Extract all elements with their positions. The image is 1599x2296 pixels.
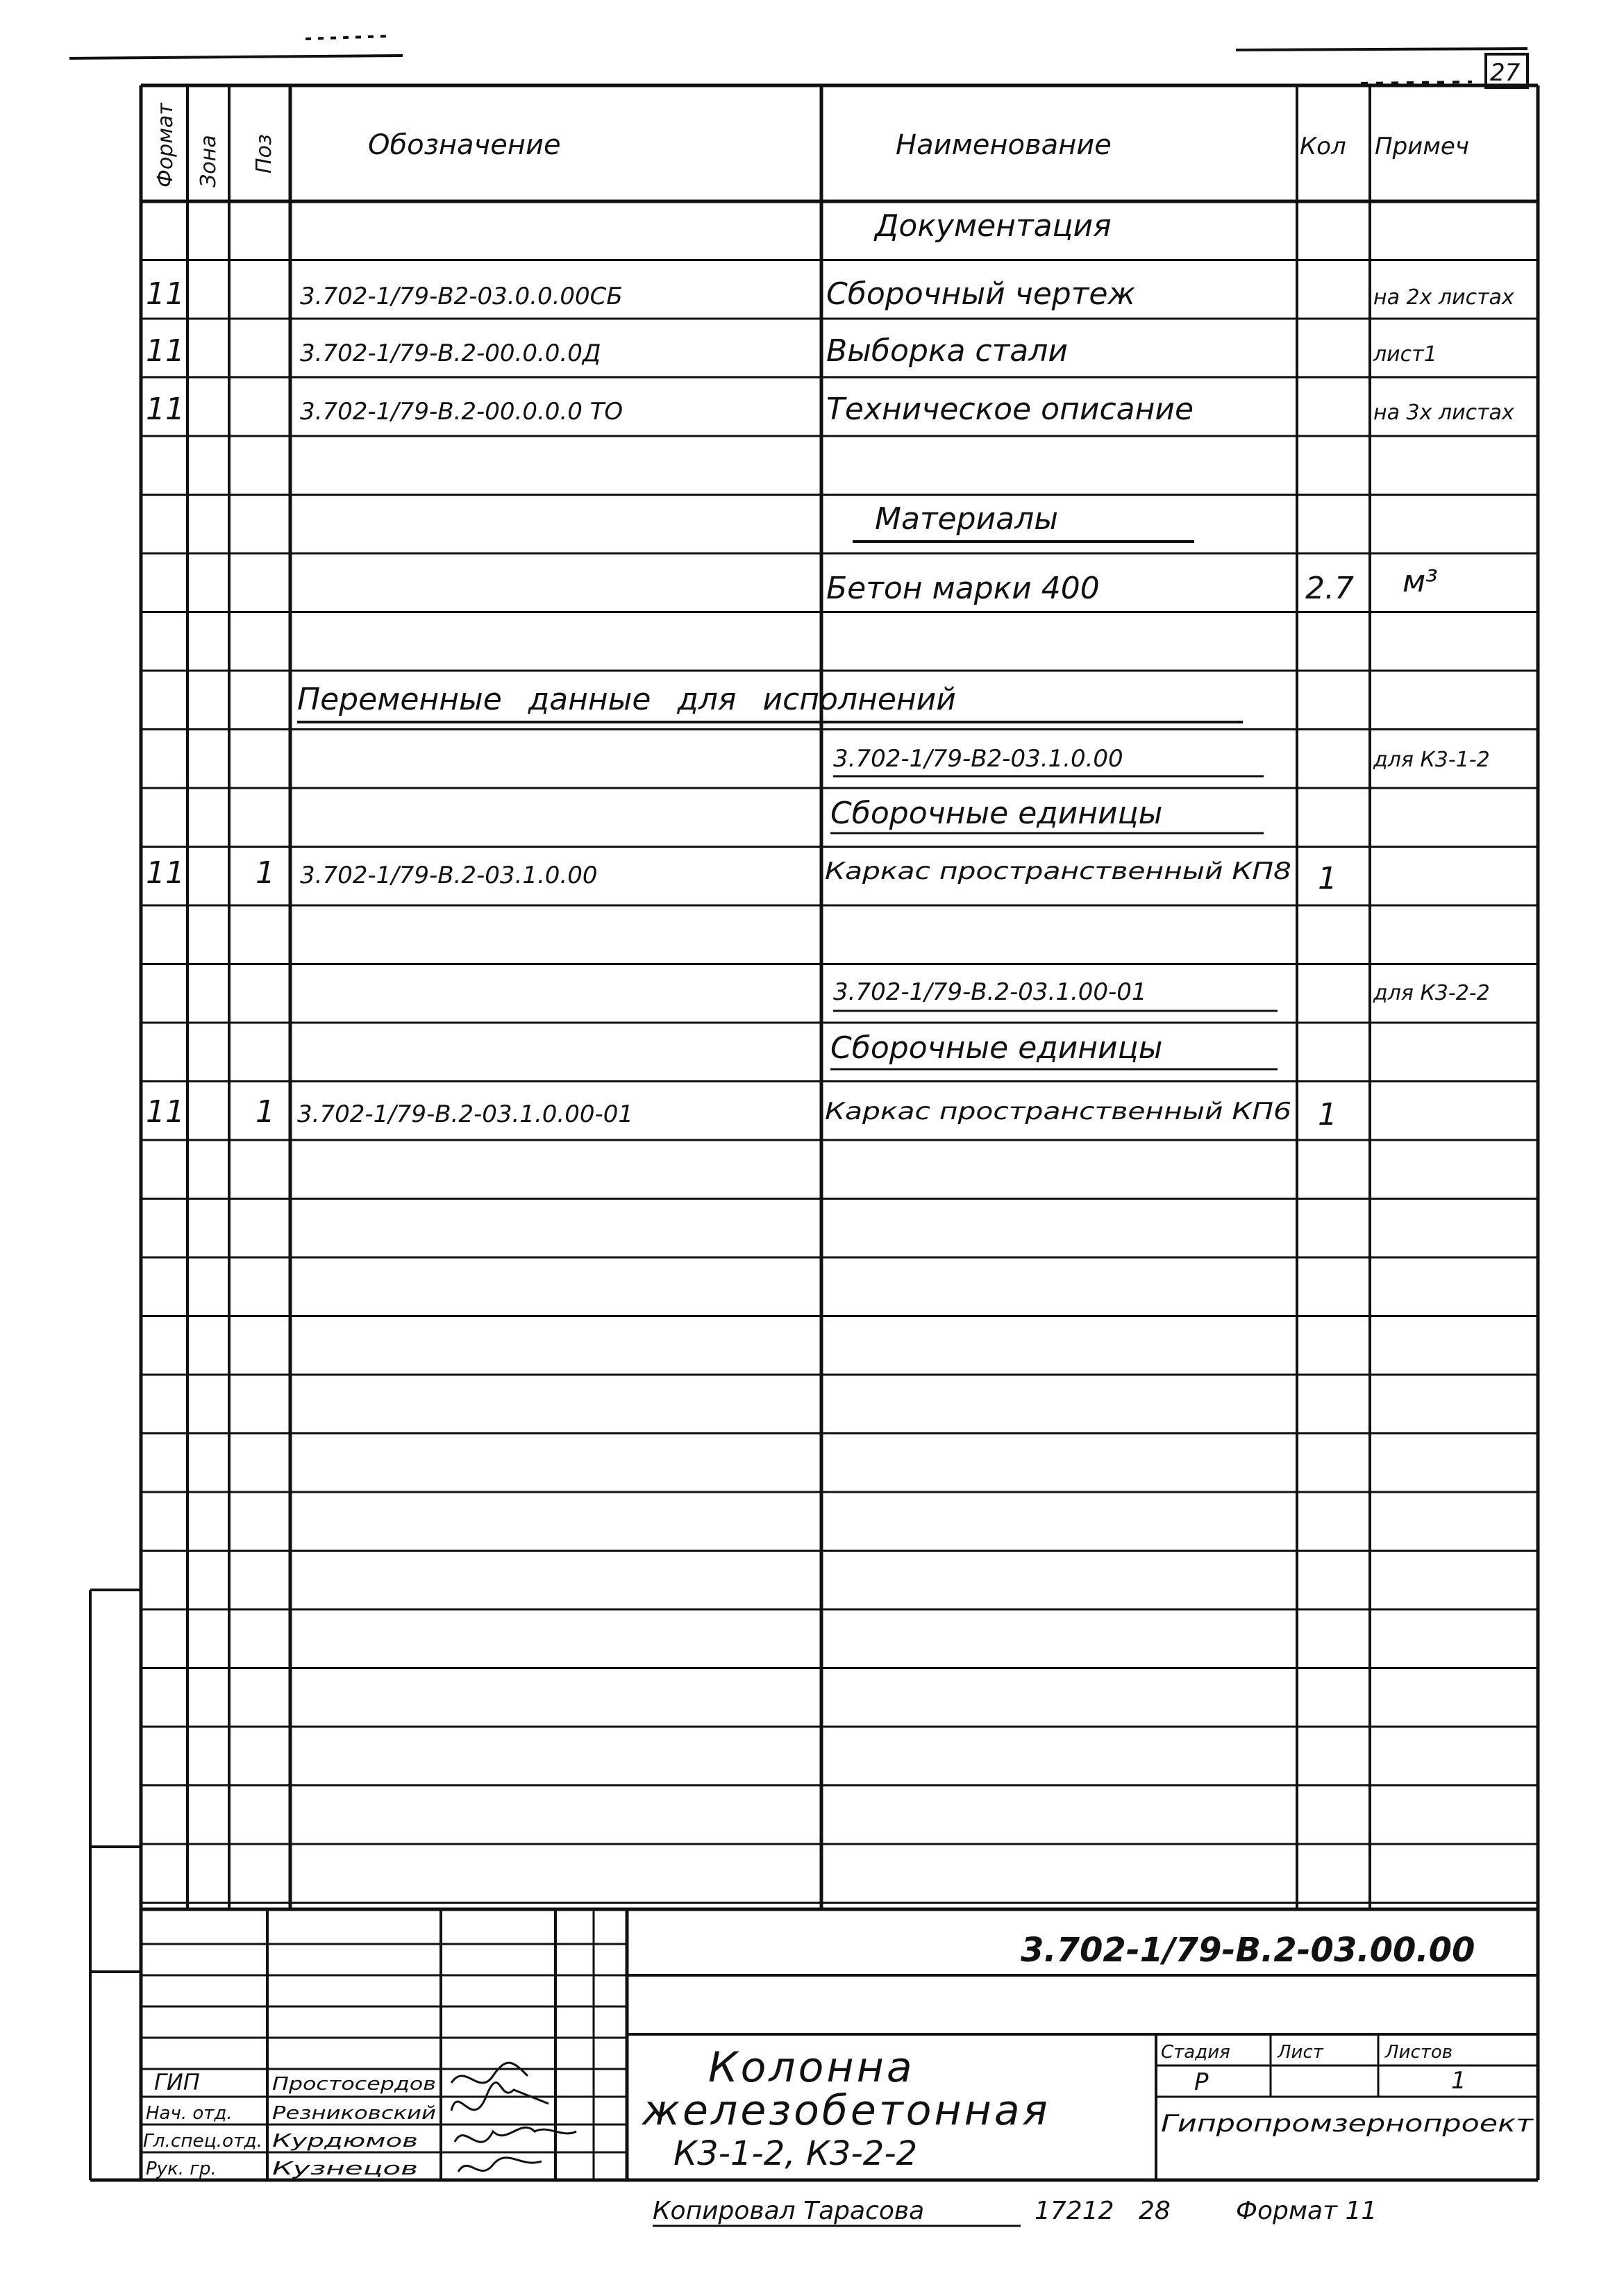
row-name: Каркас пространственный КП8	[825, 857, 1291, 885]
role-head-dept: Нач. отд.	[146, 2103, 233, 2124]
table-header	[153, 102, 1469, 187]
row-name: Сборочные единицы	[830, 796, 1163, 831]
col-header-pos: Поз	[252, 134, 276, 174]
row-name: Сборочные единицы	[830, 1030, 1163, 1066]
signer-name: Кузнецов	[272, 2159, 418, 2179]
role-chief-spec: Гл.спец.отд.	[143, 2131, 262, 2152]
title-line-1: Колонна	[708, 2043, 915, 2092]
row-designation: 3.702-1/79-В.2-03.1.0.00-01	[297, 1100, 634, 1128]
copied-by: Копировал Тарасова	[653, 2197, 925, 2225]
row-name: Выборка стали	[826, 333, 1068, 369]
row-note: для К3-1-2	[1373, 748, 1490, 772]
stage-value: Р	[1194, 2068, 1209, 2096]
row-name: Сборочный чертеж	[826, 276, 1136, 312]
sheets-value: 1	[1451, 2067, 1466, 2095]
title-block	[143, 1931, 1534, 2179]
sheet-number: 28	[1139, 2197, 1171, 2225]
stage-label: Стадия	[1161, 2042, 1230, 2063]
row-note: на 2х листах	[1373, 285, 1514, 310]
row-qty: 1	[1318, 861, 1337, 896]
organization: Гипропромзернопроект	[1161, 2110, 1534, 2138]
row-qty: 1	[1318, 1097, 1337, 1132]
role-gip: ГИП	[154, 2069, 200, 2095]
row-note: для К3-2-2	[1373, 981, 1490, 1005]
signatures	[451, 2063, 576, 2172]
signer-name: Курдюмов	[272, 2131, 418, 2152]
page-number-box	[1486, 54, 1527, 87]
row-name: 3.702-1/79-В2-03.1.0.00	[833, 745, 1123, 773]
row-lines	[141, 260, 1538, 1903]
format-label: Формат 11	[1236, 2197, 1378, 2225]
row-format: 11	[146, 333, 185, 369]
page-number: 27	[1490, 59, 1521, 87]
row-designation: 3.702-1/79-В2-03.0.0.00СБ	[300, 283, 623, 310]
title-line-2: железобетонная	[642, 2086, 1050, 2135]
row-note: м³	[1403, 564, 1438, 599]
row-format: 11	[146, 276, 185, 312]
row-pos: 1	[256, 1094, 275, 1130]
row-designation: 3.702-1/79-В.2-00.0.0.0 ТО	[300, 398, 623, 426]
row-note: на 3х листах	[1373, 401, 1514, 425]
col-header-zone: Зона	[196, 135, 221, 187]
col-header-qty: Кол	[1300, 133, 1346, 160]
sheet-label: Лист	[1278, 2042, 1323, 2063]
row-pos: 1	[256, 855, 275, 891]
row-name: Техническое описание	[826, 392, 1194, 427]
document-code: 3.702-1/79-В.2-03.00.00	[1021, 1931, 1475, 1970]
signer-name: Резниковский	[272, 2103, 436, 2124]
sheets-label: Листов	[1385, 2042, 1453, 2063]
col-header-note: Примеч	[1375, 133, 1469, 160]
row-qty: 2.7	[1305, 571, 1354, 606]
row-note: лист1	[1373, 342, 1437, 367]
order-number: 17212	[1035, 2197, 1114, 2225]
row-name: Материалы	[875, 501, 1058, 537]
col-header-format: Формат	[153, 103, 178, 187]
title-line-3: К3-1-2, К3-2-2	[673, 2134, 918, 2173]
row-designation: Переменные данные для исполнений	[297, 682, 956, 717]
row-format: 11	[146, 855, 185, 891]
footer	[653, 2197, 1377, 2226]
row-name: 3.702-1/79-В.2-03.1.00-01	[833, 978, 1147, 1006]
col-header-designation: Обозначение	[368, 129, 561, 161]
row-name: Документация	[875, 208, 1112, 244]
role-group-lead: Рук. гр.	[146, 2159, 217, 2179]
row-designation: 3.702-1/79-В.2-03.1.0.00	[300, 862, 598, 889]
row-format: 11	[146, 1094, 185, 1130]
row-name: Бетон марки 400	[826, 571, 1100, 606]
scan-marks	[69, 36, 1527, 83]
row-name: Каркас пространственный КП6	[825, 1098, 1291, 1125]
signer-name: Простосердов	[272, 2074, 436, 2095]
col-header-name: Наименование	[896, 129, 1112, 161]
row-format: 11	[146, 392, 185, 427]
row-designation: 3.702-1/79-В.2-00.0.0.0Д	[300, 340, 601, 367]
